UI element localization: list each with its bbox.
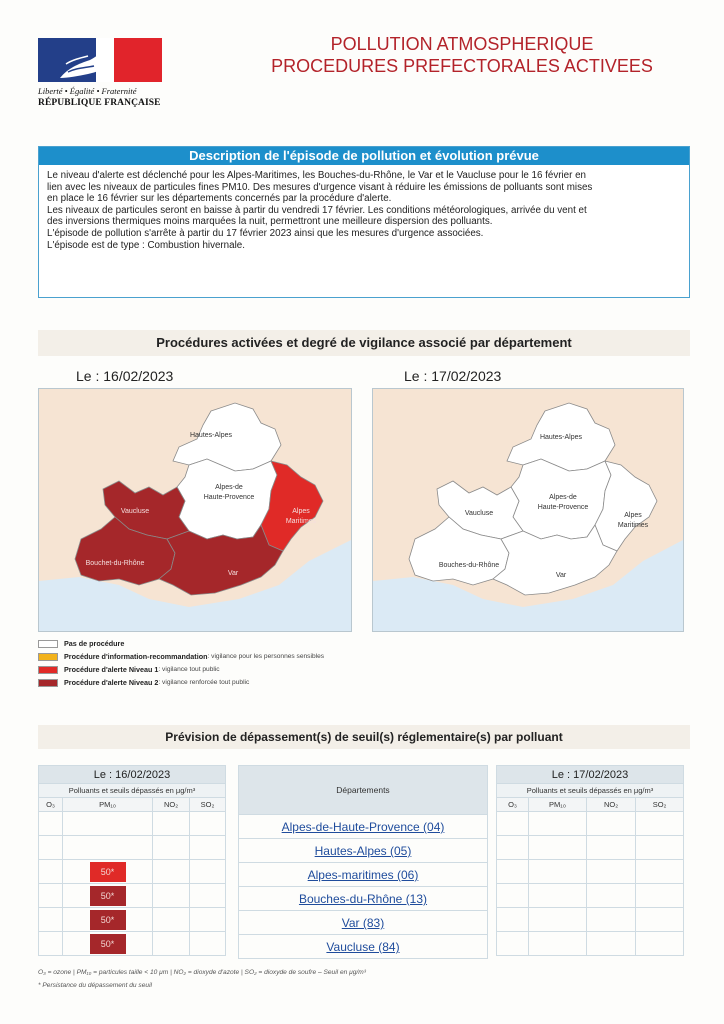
forecast-heading: Prévision de dépassement(s) de seuil(s) réglementaire(s) par polluant: [38, 725, 690, 749]
table-date: Le : 16/02/2023: [39, 766, 226, 784]
description-line: L'épisode est de type : Combustion hivernale.: [47, 239, 245, 251]
pollutant-no2: NO₂: [153, 798, 190, 812]
pollutant-cell: [190, 932, 226, 956]
pollutant-cell: [153, 884, 190, 908]
department-label: Alpes: [292, 508, 310, 515]
pollutant-so2: SO₂: [636, 798, 684, 812]
department-label: Alpes-de: [549, 494, 577, 501]
pollutant-cell: [153, 812, 190, 836]
pollutant-row: [39, 836, 226, 860]
department-row: [239, 910, 487, 934]
footnote-abbreviations: O₃ = ozone | PM₁₀ = particules taille < 10 μm | NO₂ = dioxyde d'azote | SO₂ = dioxyde de soufre – Seuil en μg/m³: [38, 969, 366, 976]
description-line: Les niveaux de particules seront en baisse à partir du vendredi 17 février. Les conditions météorologiques, arrivée du vent et: [47, 204, 587, 216]
pollutant-cell: [587, 884, 636, 908]
legend-detail: : vigilance renforcée tout public: [158, 679, 250, 686]
table-date: Le : 17/02/2023: [497, 766, 684, 784]
description-line: lien avec les niveaux de particules fines PM10. Des mesures d'urgence visant à réduire les émissions de polluants sont mises: [47, 181, 593, 193]
department-label: Hautes-Alpes: [539, 434, 583, 441]
pollutant-cell: [636, 884, 684, 908]
pollutant-cell: [529, 836, 587, 860]
pollutant-cell: [39, 860, 63, 884]
map-date-16: Le : 16/02/2023: [76, 368, 174, 384]
department-label: Bouches-du-Rhône: [438, 562, 500, 569]
pollutant-cell: [636, 860, 684, 884]
legend-detail: : vigilance tout public: [158, 666, 220, 673]
legend-item: [38, 676, 324, 689]
department-link[interactable]: Var (83): [341, 916, 385, 930]
table-subheader: Polluants et seuils dépassés en μg/m³: [39, 784, 226, 798]
exceedance-value: 50*: [90, 886, 126, 906]
pollutant-cell: [63, 908, 153, 932]
pollutant-cell: [63, 860, 153, 884]
legend-item: [38, 663, 324, 676]
pollutant-row: [39, 908, 226, 932]
footnote-persistence: * Persistance du dépassement du seuil: [38, 982, 152, 989]
pollutant-cell: [636, 812, 684, 836]
table-subheader: Polluants et seuils dépassés en μg/m³: [497, 784, 684, 798]
pollutant-row: [497, 884, 684, 908]
legend-swatch-alerte2: [38, 679, 58, 687]
republic-name: RÉPUBLIQUE FRANÇAISE: [38, 98, 161, 108]
pollutant-cell: [190, 836, 226, 860]
pollutant-table-16: [38, 765, 226, 956]
map-svg-16: [39, 389, 352, 632]
department-row: [239, 934, 487, 958]
pollutant-cell: [497, 860, 529, 884]
pollutant-so2: SO₂: [190, 798, 226, 812]
map-svg-17: [373, 389, 684, 632]
pollutant-cell: [529, 932, 587, 956]
vigilance-map-16: [38, 388, 352, 632]
pollutant-cell: [39, 836, 63, 860]
pollutant-row: [39, 860, 226, 884]
pollutant-row: [39, 812, 226, 836]
legend-item: [38, 650, 324, 663]
department-link[interactable]: Alpes-maritimes (06): [307, 868, 419, 882]
department-label: Hautes-Alpes: [189, 432, 233, 439]
pollutant-cell: [529, 908, 587, 932]
pollutant-cell: [529, 812, 587, 836]
pollutant-row: [39, 884, 226, 908]
description-line: en place le 16 février sur les départements concernés par la procédure d'alerte.: [47, 193, 392, 205]
department-label: Vaucluse: [464, 510, 494, 517]
pollutant-cell: [497, 932, 529, 956]
pollutant-cell: [587, 908, 636, 932]
department-label: Bouchet-du-Rhône: [85, 560, 145, 567]
pollutant-cell: [63, 884, 153, 908]
pollutant-cell: [497, 884, 529, 908]
departments-header: Départements: [239, 766, 487, 814]
legend-swatch-info: [38, 653, 58, 661]
department-label: Maritimes: [617, 522, 649, 529]
pollutant-cell: [636, 836, 684, 860]
department-label: Var: [227, 570, 239, 577]
pollutant-cell: [529, 884, 587, 908]
pollutant-rows-17: [497, 812, 684, 956]
pollutant-pm10: PM₁₀: [63, 798, 153, 812]
legend-swatch-none: [38, 640, 58, 648]
map-date-17: Le : 17/02/2023: [404, 368, 502, 384]
republic-motto: Liberté • Égalité • Fraternité: [38, 86, 137, 96]
department-link[interactable]: Vaucluse (84): [326, 940, 400, 954]
department-label: Alpes: [624, 512, 642, 519]
pollutant-rows-16: [39, 812, 226, 956]
pollutant-cell: [636, 908, 684, 932]
pollutant-cell: [153, 860, 190, 884]
exceedance-value: 50*: [90, 862, 126, 882]
department-row: [239, 814, 487, 838]
legend-label: Procédure d'alerte Niveau 2: [64, 678, 159, 687]
pollutant-row: [39, 932, 226, 956]
legend-label: Procédure d'information-recommandation: [64, 652, 208, 661]
pollutant-cell: [63, 812, 153, 836]
exceedance-value: 50*: [90, 934, 126, 954]
pollutant-row: [497, 932, 684, 956]
pollutant-cell: [587, 860, 636, 884]
department-link[interactable]: Bouches-du-Rhône (13): [298, 892, 428, 906]
pollutant-cell: [63, 836, 153, 860]
pollutant-cell: [39, 812, 63, 836]
department-row: [239, 862, 487, 886]
department-link[interactable]: Alpes-de-Haute-Provence (04): [281, 820, 445, 834]
vigilance-map-17: [372, 388, 684, 632]
pollutant-cell: [39, 908, 63, 932]
marianne-flag-icon: [38, 38, 162, 82]
pollutant-cell: [587, 932, 636, 956]
legend-swatch-alerte1: [38, 666, 58, 674]
pollutant-cell: [587, 812, 636, 836]
department-label: Haute-Provence: [203, 494, 255, 501]
pollutant-cell: [529, 860, 587, 884]
pollutant-cell: [497, 812, 529, 836]
pollutant-row: [497, 908, 684, 932]
pollutant-cell: [39, 884, 63, 908]
pollutant-cell: [636, 932, 684, 956]
pollutant-o3: O₃: [497, 798, 529, 812]
legend-label: Pas de procédure: [64, 639, 125, 648]
pollutant-cell: [497, 908, 529, 932]
episode-description-box: [38, 146, 690, 298]
pollutant-o3: O₃: [39, 798, 63, 812]
department-label: Var: [555, 572, 567, 579]
description-line: des inversions thermiques moins marquées la nuit, permettront une meilleure dispersion des polluants.: [47, 216, 493, 228]
pollutant-cell: [587, 836, 636, 860]
department-label: Maritimes: [285, 518, 317, 525]
description-line: L'épisode de pollution s'arrête à partir du 17 février 2023 ainsi que les mesures d'urgence associées.: [47, 227, 484, 239]
pollutant-table-17: [496, 765, 684, 956]
legend-label: Procédure d'alerte Niveau 1: [64, 665, 159, 674]
pollutant-pm10: PM₁₀: [529, 798, 587, 812]
pollutant-row: [497, 860, 684, 884]
title-line-2: PROCEDURES PREFECTORALES ACTIVEES: [271, 56, 653, 76]
department-row: [239, 838, 487, 862]
department-row: [239, 886, 487, 910]
department-link[interactable]: Hautes-Alpes (05): [314, 844, 412, 858]
map-legend: [38, 637, 324, 689]
description-body: [39, 165, 689, 256]
pollutant-cell: [153, 836, 190, 860]
title-line-1: POLLUTION ATMOSPHERIQUE: [330, 34, 594, 54]
pollutant-cell: [39, 932, 63, 956]
republique-francaise-logo: [38, 38, 166, 108]
pollutant-row: [497, 812, 684, 836]
pollutant-row: [497, 836, 684, 860]
pollutant-cell: [190, 908, 226, 932]
exceedance-value: 50*: [90, 910, 126, 930]
pollutant-cell: [190, 884, 226, 908]
pollutant-cell: [63, 932, 153, 956]
pollutant-cell: [153, 908, 190, 932]
pollutant-cell: [497, 836, 529, 860]
legend-detail: : vigilance pour les personnes sensibles: [207, 653, 325, 660]
departments-table: [238, 765, 488, 959]
legend-item: [38, 637, 324, 650]
page-title: [232, 33, 692, 77]
pollutant-no2: NO₂: [587, 798, 636, 812]
department-label: Alpes-de: [215, 484, 243, 491]
pollutant-cell: [153, 932, 190, 956]
description-heading: Description de l'épisode de pollution et évolution prévue: [39, 147, 689, 165]
department-label: Haute-Provence: [537, 504, 589, 511]
department-label: Vaucluse: [120, 508, 150, 515]
pollutant-cell: [190, 812, 226, 836]
procedures-heading: Procédures activées et degré de vigilance associé par département: [38, 330, 690, 356]
pollutant-cell: [190, 860, 226, 884]
description-line: Le niveau d'alerte est déclenché pour les Alpes-Maritimes, les Bouches-du-Rhône, le Var et le Vaucluse pour le 16 février en: [47, 170, 587, 181]
